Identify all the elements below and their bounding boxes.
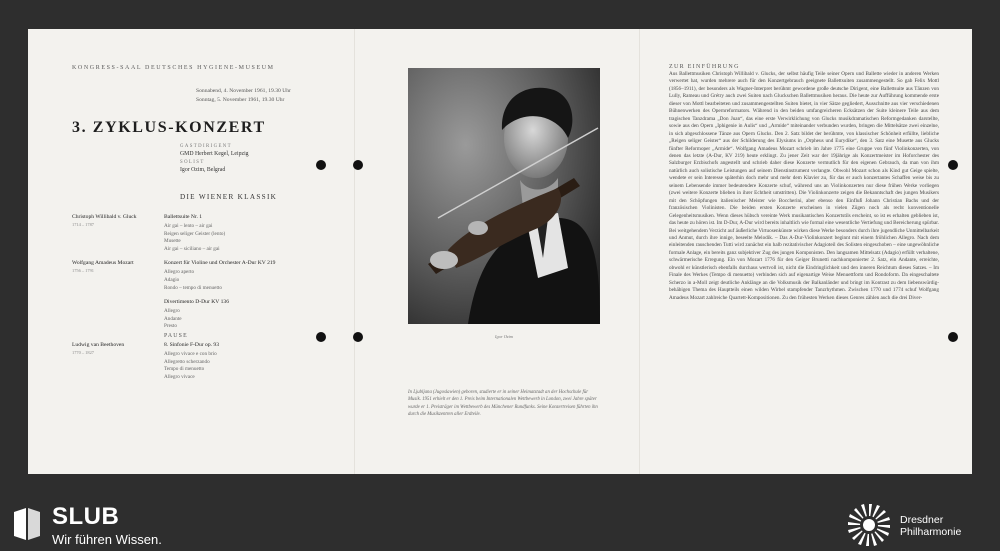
concert-program — [72, 65, 312, 380]
punch-hole — [948, 160, 958, 170]
composer-name: Wolfgang Amadeus Mozart — [72, 260, 134, 267]
concert-dates — [196, 87, 291, 105]
soloist-label: SOLIST — [180, 160, 205, 165]
composer-years: 1756 – 1791 — [72, 268, 94, 274]
work-title: 8. Sinfonie F-Dur op. 93 — [164, 341, 220, 348]
movement: Allegro vivace — [164, 373, 195, 380]
work-title: Divertimento D-Dur KV 136 — [164, 299, 229, 306]
slub-logo-icon — [12, 506, 42, 542]
pause-label: PAUSE — [164, 332, 188, 339]
work-title: Konzert für Violine und Orchester A-Dur KV 219 — [164, 260, 276, 267]
composer-years: 1714 – 1787 — [72, 222, 94, 227]
composer-name: Christoph Willibald v. Gluck — [72, 214, 137, 220]
introduction — [669, 64, 939, 302]
partner-name-line: Dresdner — [900, 514, 944, 526]
work — [164, 259, 322, 292]
conductor-name: GMD Herbert Kegel, Leipzig — [180, 151, 249, 157]
introduction-heading: ZUR EINFÜHRUNG — [669, 64, 740, 70]
program-list — [72, 213, 322, 381]
composer — [72, 259, 176, 274]
movement: Reigen seliger Geister (lento) — [164, 230, 226, 237]
introduction-text: Aus Ballettmusiken Christoph Willibald v. Glucks, der selbst häufig Teile seiner Opern und Ballette wieder in anderen Werken verwertet hat, wurden mehrere auch für den Konzertgebrauch geeignete Ballettsuiten zusammengestellt. So gab Felix Mottl (1856–1911), der besonders als Wagner-Interpret berühmt gewordene große deutsche Dirigent, eine Ballettsuite aus Tänzen von Lully, Rameau und Grétry auch zwei Suiten nach Gluckschen Ballettmusiken heraus. Die heute zur Aufführung kommende erste dieser von Mottl bearbeiteten und zusammengestellten Suiten bietet, in vier Sätze gegliedert, Ausschnitte aus vier verschiedenen Bühnenwerken des Opernreformators. Während in den beiden umfangreicheren Ecksätzen der Suite kleinere Teile aus dem tragischen Tanzdrama „Don Juan“, das eine erste Verwirklichung von Glucks musikdramatischen Reformgedanken darstellte, sowie aus den Opern „Iphigenie in Aulis“ und „Armide“ miteinander verbunden wurden, bringen die Mittelsätze zwei einzelne, in sich abgeschlossene Tänze aus Opern Glucks. Den 2. Satz bildet der berühmte, von klassischer Schönheit erfüllte, liebliche „Reigen seliger Geister“ aus der Schilderung des Elysiums in „Orpheus und Eurydike“, den 3. Satz eine Musette aus Glucks fünfter Reformoper „Armide“. Wolfgang Amadeus Mozart schrieb im Jahre 1775 eine Gruppe von fünf Violinkonzerten, von denen das letzte (A-Dur, KV 219) heute erklingt. Zu jener Zeit war der 19jährige als Konzertmeister im Hoforchester des Salzburger Erzbischofs angestellt und schrieb daher diese Konzerte vermutlich für den eigenen Gebrauch, da man von ihm natürlich auch solistische Leistungen auf seinem Dienstinstrument verlangte. Obwohl Mozart schon als Kind gut Geige spielte, wendete er sein Interesse späterhin doch mehr und mehr dem Klavier zu, für das er auch konzertantes Schaffen weise bis zu seinem Lebensende immer bedeutendere Konzerte schuf, während uns an Violinkonzerten nur diese frühen Werke vorliegen (zwei weitere Konzerte blieben in ihrer Echtheit umstritten). Die Violinkonzerte zeigen die Bekanntschaft des jungen Musikers mit den Schöpfungen italienischer Meister wie Boccherini, aber ebenso den Einfluß Johann Christian Bachs und der französischen Violinisten. Die beiden ersten Konzerte erscheinen in vielen Zügen noch als recht konventionelle Gelegenheitsmusiken. Wenn dieses hübsch vereinte Werk musikantischen Konzertstils erscheint, so ist es erhalten geblieben ist, das heute zu hören ist. Im D-Dur, A-Dur wird bereits inhaltlich wie formal eine wesentliche Vertiefung und Bereicherung spürbar. Bei weitgehendem Verzicht auf äußerliche Virtuosenkünste wirken diese Werke besonders durch ihre jugendliche Unmittelbarkeit und Anmut, durch ihre innige, beseelte Melodik. – Das A-Dur-Violinkonzert beginnt mit einem fröhlichen Allegro. Nach dem einleitenden rauschenden Tutti wird zunächst ein halb rezitativischer Adagioteil des Solisten eingeschoben – eine ungewöhnliche formale Anlage, ein bereits ganz subjektiver Zug des jungen Komponisten. Den langsamen Mittelsatz (Adagio) erfüllt verhaltene, schwärmerische Erregung. Ein von Mozart 1776 für den Geiger Brunetti nachkomponierter 2. Satz, ein Andante, erreichte, obwohl er künstlerisch ebenfalls durchaus wertvoll ist, nicht die Eindringlichkeit und den inneren Reichtum dieses Satzes. – Im Finale des Werkes (Tempo di menuetto) verbinden sich auf eigenartige Weise Menuettform und Rondoform. Da eingeschaltete Scherzo in a-Moll zeigt deutliche Anklänge an die Volksmusik der Balkanländer und bringt im Kontrast zu dem liebenswürdig-behäbigen Thema des Hauptteils einen wilden Wirbel stampfender Tanzrhythmen. Zwischen 1770 und 1774 schuf Wolfgang Amadeus Mozart zahlreiche Quartett-Kompositionen. Zu den frühesten Werken dieses Genres zählen auch die drei Diver- — [669, 71, 939, 301]
date-line: Sonnabend, 4. November 1961, 19.30 Uhr — [196, 88, 291, 94]
movement: Air gai – siciliano – air gai — [164, 245, 220, 252]
violinist-image — [408, 68, 600, 324]
movement: Musette — [164, 238, 181, 245]
punch-hole — [353, 332, 363, 342]
movement: Andante — [164, 315, 182, 322]
performers — [180, 143, 330, 175]
soloist-name: Igor Ozim, Belgrad — [180, 167, 226, 173]
partner-name — [900, 514, 961, 538]
composer — [72, 213, 176, 228]
fold-line — [639, 29, 640, 474]
work-title: Ballettsuite Nr. 1 — [164, 214, 203, 220]
composer-name: Ludwig van Beethoven — [72, 341, 125, 348]
conductor-label: GASTDIRIGENT — [180, 144, 232, 149]
work — [164, 341, 322, 381]
fold-line — [354, 29, 355, 474]
work — [164, 213, 322, 253]
program-entry — [72, 341, 322, 381]
concert-title: 3. ZYKLUS-KONZERT — [72, 119, 266, 136]
movement: Adagio — [164, 276, 180, 283]
movement: Allegretto scherzando — [164, 358, 210, 365]
soloist-biography: In Ljubljana (Jugoslawien) geboren, studierte er in seiner Heimatstadt an der Hochschule für Musik. 1951 erhielt er den 1. Preis beim Internationalen Wettbewerb in London, zwei Jahre später wurde er 1. Preisträger im Wettbewerb des Münchener Rundfunks. Seine Konzertreisen führten ihn durch die Musikzentren aller Erdteile. — [408, 390, 598, 418]
soloist-photo — [408, 68, 600, 324]
punch-hole — [948, 332, 958, 342]
work — [164, 298, 322, 331]
movement: Allegro vivace e con brio — [164, 350, 217, 357]
photo-caption: Igor Ozim — [495, 334, 513, 339]
movement: Air gai – lento – air gai — [164, 223, 213, 229]
movement: Tempo di menuetto — [164, 366, 205, 373]
movement: Allegro aperto — [164, 269, 195, 276]
slub-name: SLUB — [52, 503, 120, 530]
program-subtitle: DIE WIENER KLASSIK — [180, 193, 278, 201]
movement: Allegro — [164, 308, 180, 315]
movement: Rondo – tempo di menuetto — [164, 284, 222, 291]
movement: Presto — [164, 323, 177, 330]
venue: KONGRESS-SAAL DEUTSCHES HYGIENE-MUSEUM — [72, 65, 275, 71]
slub-tagline: Wir führen Wissen. — [52, 532, 162, 547]
composer-years: 1770 – 1827 — [72, 349, 94, 355]
program-sheet — [28, 29, 972, 474]
philharmonie-logo-icon — [846, 502, 892, 548]
date-line: Sonntag, 5. November 1961, 19.30 Uhr — [196, 97, 285, 103]
program-entry — [72, 259, 322, 331]
punch-hole — [353, 160, 363, 170]
composer — [72, 341, 176, 356]
footer-bar — [0, 499, 1000, 551]
program-entry — [72, 213, 322, 253]
partner-name-line: Philharmonie — [900, 526, 962, 538]
soloist-panel — [408, 68, 600, 419]
